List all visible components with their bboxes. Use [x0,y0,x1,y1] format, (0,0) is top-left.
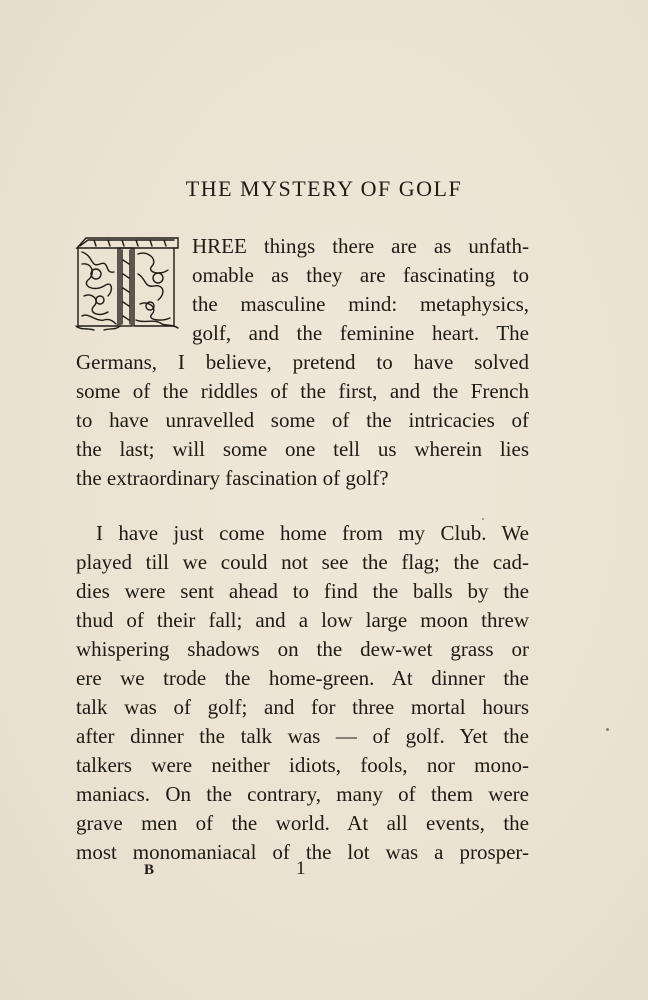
text-line: maniacs. On the contrary, many of them were [76,782,529,806]
text-line: HREE things there are as unfath- [192,234,529,258]
text-line: the last; will some one tell us wherein lies [76,437,529,461]
text-line: golf, and the feminine heart. The [192,321,529,345]
text-line: the extraordinary fascination of golf? [76,466,389,490]
text-line: played till we could not see the flag; the cad- [76,550,529,574]
text-line: some of the riddles of the first, and the French [76,379,529,403]
text-line: thud of their fall; and a low large moon threw [76,608,529,632]
signature-mark: B [144,862,155,878]
text-line: omable as they are fascinating to [192,263,529,287]
text-line: most monomaniacal of the lot was a prosper- [76,840,529,864]
text-line: after dinner the talk was — of golf. Yet the [76,724,529,748]
text-line: to have unravelled some of the intricacies of [76,408,529,432]
text-line: grave men of the world. At all events, the [76,811,529,835]
text-line: talkers were neither idiots, fools, nor mono- [76,753,529,777]
chapter-title: THE MYSTERY OF GOLF [185,176,463,201]
text-line: ere we trode the home-green. At dinner the [76,666,529,690]
text-line: talk was of golf; and for three mortal hours [76,695,529,719]
page-number: 1 [296,858,306,879]
paper-speck [482,518,484,520]
text-line: I have just come home from my Club. We [96,521,529,545]
text-line: the masculine mind: metaphysics, [192,292,529,316]
paper-speck [606,728,609,731]
text-line: Germans, I believe, pretend to have solved [76,350,529,374]
text-line: dies were sent ahead to find the balls by the [76,579,529,603]
drop-cap-ornament [74,234,182,332]
text-line: whispering shadows on the dew-wet grass or [76,637,529,661]
